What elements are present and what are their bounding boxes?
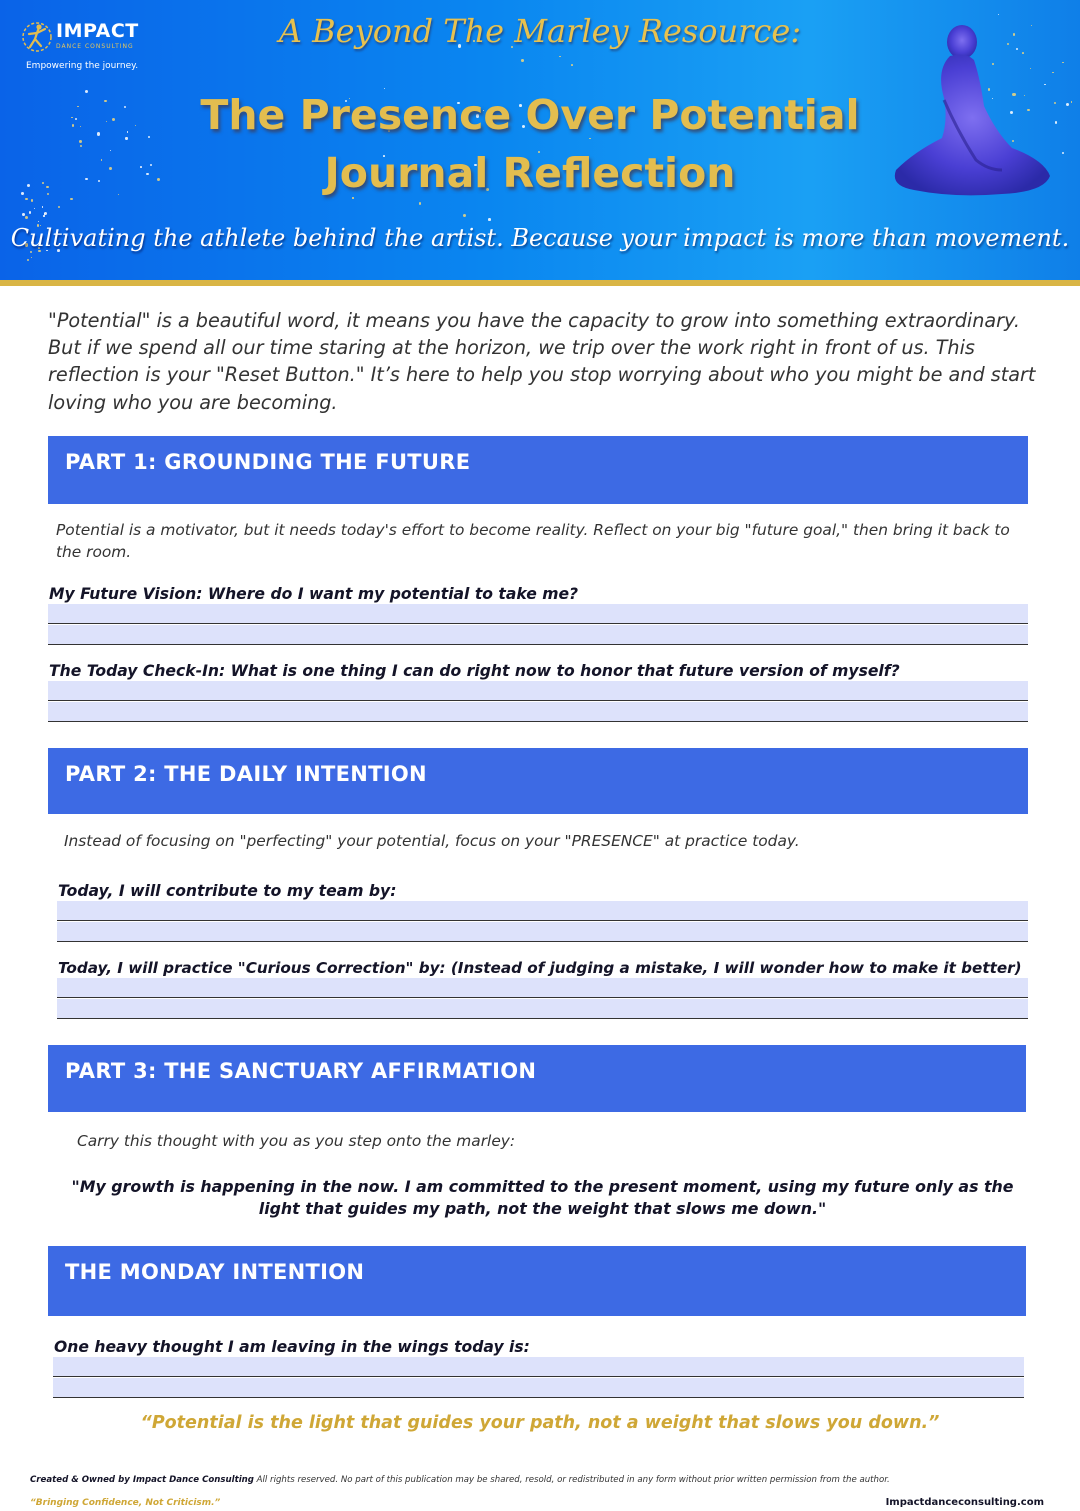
part1-prompt-1: My Future Vision: Where do I want my potential to take me? <box>49 585 579 603</box>
logo-title: IMPACT <box>56 20 139 42</box>
sparkle-dot <box>1071 101 1073 103</box>
part2-answer-1[interactable] <box>57 901 1028 942</box>
part1-description: Potential is a motivator, but it needs today's effort to become reality. Reflect on your big "future goal," then bring it back to the room. <box>56 521 1010 561</box>
logo-tagline: Empowering the journey. <box>26 61 139 71</box>
sparkle-dot <box>463 214 466 217</box>
part1-prompt-2: The Today Check-In: What is one thing I can do right now to honor that future version of myself? <box>49 662 900 680</box>
sparkle-dot <box>27 259 29 261</box>
sparkle-dot <box>79 140 82 143</box>
sparkle-dot <box>34 208 35 209</box>
sparkle-dot <box>25 216 28 219</box>
sparkle-dot <box>31 199 34 202</box>
sparkle-dot <box>46 186 48 188</box>
dancer-logo-icon <box>22 20 52 54</box>
sparkle-dot <box>106 121 107 122</box>
sparkle-dot <box>998 14 999 15</box>
part3-description: Carry this thought with you as you step onto the marley: <box>77 1132 516 1150</box>
header-banner <box>0 0 1080 280</box>
sparkle-dot <box>118 194 119 195</box>
answer-line[interactable] <box>57 922 1028 942</box>
sparkle-dot <box>43 215 44 216</box>
answer-line[interactable] <box>57 978 1028 998</box>
part2-description: Instead of focusing on "perfecting" your potential, focus on your "PRESENCE" at practice today. <box>64 832 800 850</box>
monday-answer[interactable] <box>53 1357 1024 1398</box>
sparkle-dot <box>104 100 106 102</box>
sparkle-dot <box>571 64 573 66</box>
sparkle-dot <box>1066 103 1069 106</box>
sparkle-dot <box>97 132 100 135</box>
sparkle-dot <box>25 198 27 200</box>
sparkle-dot <box>70 198 73 201</box>
sparkle-dot <box>1062 152 1064 154</box>
sparkle-dot <box>85 90 88 93</box>
part2-heading: PART 2: THE DAILY INTENTION <box>48 748 1028 814</box>
monday-prompt: One heavy thought I am leaving in the wings today is: <box>54 1338 530 1356</box>
part1-heading: PART 1: GROUNDING THE FUTURE <box>48 436 1028 504</box>
footer-rights-text: All rights reserved. No part of this publication may be shared, resold, or redistributed in any form without prior written permission from the author. <box>253 1475 890 1485</box>
monday-heading: THE MONDAY INTENTION <box>48 1246 1026 1316</box>
banner-subtitle: Cultivating the athlete behind the artist. Because your impact is more than movement. <box>10 224 1070 252</box>
title-line-2: Journal Reflection <box>324 149 736 197</box>
seated-figure-icon <box>884 20 1059 215</box>
answer-line[interactable] <box>48 625 1028 645</box>
sparkle-dot <box>47 193 49 195</box>
logo-subtitle: DANCE CONSULTING <box>56 43 134 50</box>
page-title <box>120 86 940 202</box>
part2-prompt-1: Today, I will contribute to my team by: <box>58 882 397 900</box>
sparkle-dot <box>101 159 102 160</box>
closing-quote: “Potential is the light that guides your path, not a weight that slows you down.” <box>140 1413 940 1433</box>
footer-slogan: “Bringing Confidence, Not Criticism.” <box>30 1498 221 1508</box>
sparkle-dot <box>21 192 24 195</box>
part2-answer-2[interactable] <box>57 978 1028 1019</box>
sparkle-dot <box>109 167 112 170</box>
sparkle-dot <box>80 126 81 127</box>
part3-heading: PART 3: THE SANCTUARY AFFIRMATION <box>48 1045 1026 1112</box>
sparkle-dot <box>112 118 115 121</box>
sparkle-dot <box>31 257 32 258</box>
part2-prompt-2: Today, I will practice "Curious Correction" by: (Instead of judging a mistake, I will wonder how to make it better) <box>58 959 1022 977</box>
affirmation-text: "My growth is happening in the now. I am committed to the present moment, using my future only as the light that guides my path, not the weight that slows me down." <box>71 1177 1014 1218</box>
footer-rights <box>30 1475 890 1485</box>
sparkle-dot <box>559 56 560 57</box>
sparkle-dot <box>488 218 491 221</box>
banner-divider <box>0 280 1080 286</box>
sparkle-dot <box>521 59 524 62</box>
sparkle-dot <box>98 180 100 182</box>
answer-line[interactable] <box>57 901 1028 921</box>
sparkle-dot <box>85 178 87 180</box>
sparkle-dot <box>71 117 72 118</box>
intro-paragraph: "Potential" is a beautiful word, it means you have the capacity to grow into something extraordinary. But if we spend all our time staring at the horizon, we trip over the work right in front of us. This reflection is your "Reset Button." It’s here to help you stop worrying about who you might be and start loving who you are becoming. <box>48 309 1036 414</box>
part1-answer-1[interactable] <box>48 604 1028 645</box>
sparkle-dot <box>38 221 39 222</box>
sparkle-dot <box>42 182 44 184</box>
sparkle-dot <box>27 184 30 187</box>
answer-line[interactable] <box>53 1357 1024 1377</box>
sparkle-dot <box>75 118 77 120</box>
answer-line[interactable] <box>48 604 1028 624</box>
sparkle-dot <box>72 124 75 127</box>
footer-url[interactable]: Impactdanceconsulting.com <box>885 1497 1044 1508</box>
part1-answer-2[interactable] <box>48 681 1028 722</box>
sparkle-dot <box>22 213 25 216</box>
resource-line: A Beyond The Marley Resource: <box>278 12 802 50</box>
sparkle-dot <box>29 211 32 214</box>
sparkle-dot <box>42 206 43 207</box>
sparkle-dot <box>419 202 421 204</box>
answer-line[interactable] <box>53 1378 1024 1398</box>
answer-line[interactable] <box>48 681 1028 701</box>
sparkle-dot <box>80 145 82 147</box>
title-line-1: The Presence Over Potential <box>200 91 860 139</box>
sparkle-dot <box>58 206 60 208</box>
sparkle-dot <box>110 150 111 151</box>
answer-line[interactable] <box>57 999 1028 1019</box>
sparkle-dot <box>77 106 78 107</box>
sparkle-dot <box>1062 62 1064 64</box>
footer-created-by: Created & Owned by Impact Dance Consulting <box>30 1475 254 1485</box>
answer-line[interactable] <box>48 702 1028 722</box>
